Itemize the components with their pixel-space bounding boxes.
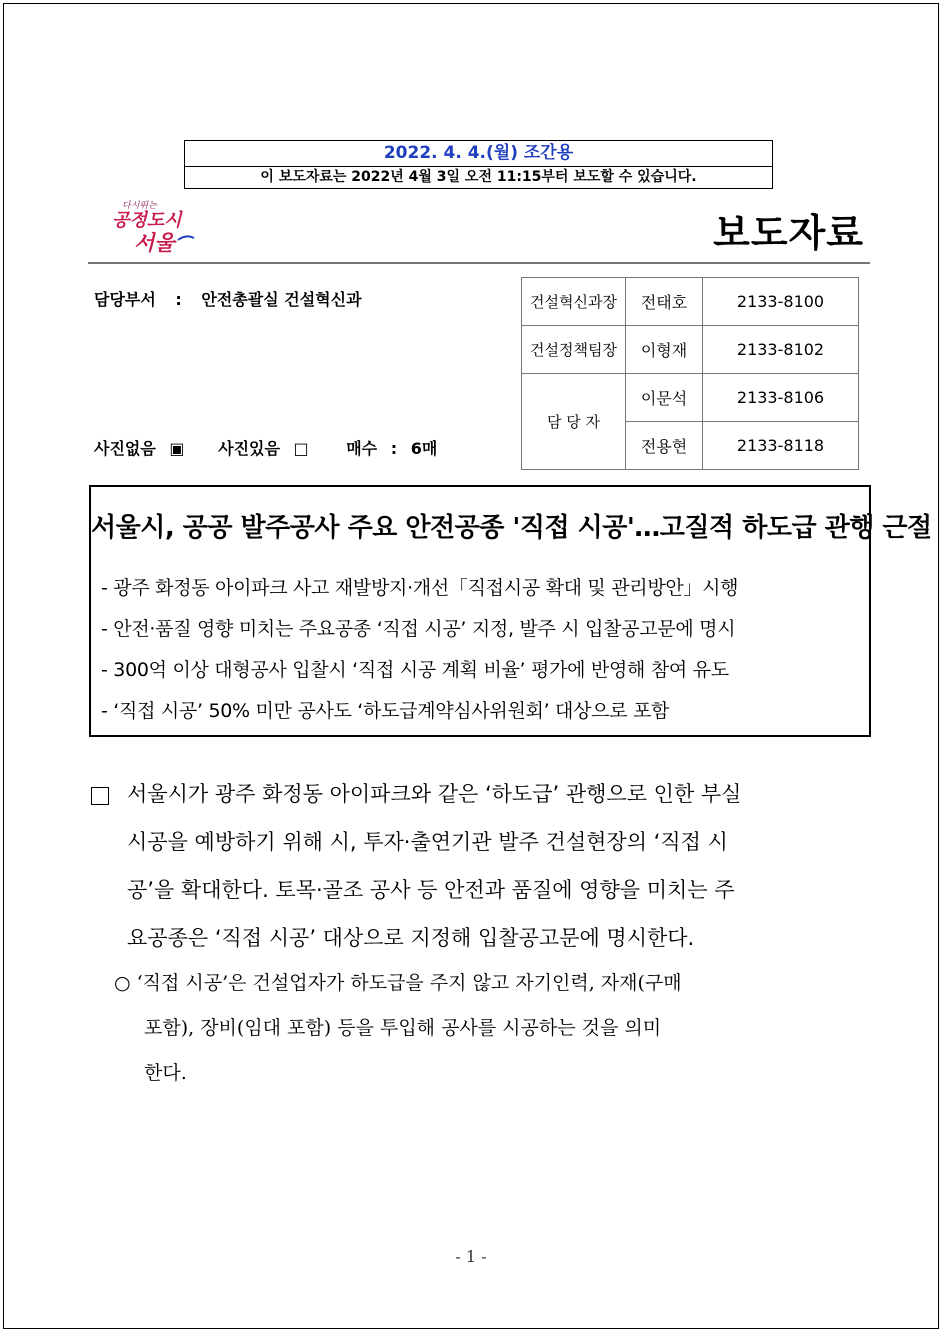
photo-info bbox=[94, 436, 445, 459]
contact-name: 전태호 bbox=[626, 278, 703, 326]
logo-small-text: 다시뛰는 bbox=[122, 201, 157, 211]
table-row bbox=[522, 326, 859, 374]
headline: 서울시, 공공 발주공사 주요 안전공종 '직접 시공'…고질적 하도급 관행 근절 bbox=[91, 513, 932, 543]
headline-box bbox=[89, 485, 932, 737]
page-number: - 1 - bbox=[455, 1247, 487, 1266]
logo-line1: 공정도시 bbox=[112, 210, 182, 231]
contact-role: 담 당 자 bbox=[522, 374, 626, 470]
contact-role: 건설정책팀장 bbox=[522, 326, 626, 374]
subheadline: - 광주 화정동 아이파크 사고 재발방지·개선「직접시공 확대 및 관리방안」시행 bbox=[101, 577, 739, 599]
subheadline-list bbox=[101, 573, 738, 737]
sub-item-line: ○ ‘직접 시공’은 건설업자가 하도급을 주지 않고 자기인력, 자재(구매 bbox=[114, 972, 682, 994]
paragraph-line: 요공종은 ‘직접 시공’ 대상으로 지정해 입찰공고문에 명시한다. bbox=[127, 926, 695, 950]
embargo-note: 이 보도자료는 2022년 4월 3일 오전 11:15부터 보도할 수 있습니다. bbox=[260, 169, 697, 185]
no-photo-label: 사진없음 bbox=[94, 439, 156, 458]
contact-phone: 2133-8106 bbox=[703, 374, 859, 422]
pages-value: 6매 bbox=[410, 439, 438, 458]
header-divider bbox=[88, 262, 870, 264]
department-label: 담당부서 bbox=[94, 290, 156, 309]
contact-table bbox=[521, 277, 859, 470]
contact-phone: 2133-8118 bbox=[703, 422, 859, 470]
pages-label: 매수 bbox=[346, 439, 378, 458]
contact-name: 이문석 bbox=[626, 374, 703, 422]
photo-label: 사진있음 bbox=[218, 439, 280, 458]
embargo-box bbox=[184, 140, 773, 189]
body-sub-item bbox=[114, 966, 869, 1101]
subheadline: - 안전·품질 영향 미치는 주요공종 ‘직접 시공’ 지정, 발주 시 입찰공고문에 명시 bbox=[101, 618, 736, 640]
department-name: 안전총괄실 건설혁신과 bbox=[201, 290, 362, 309]
paragraph-line: 서울시가 광주 화정동 아이파크와 같은 ‘하도급’ 관행으로 인한 부실 bbox=[89, 776, 869, 824]
contact-name: 이형재 bbox=[626, 326, 703, 374]
contact-name: 전용현 bbox=[626, 422, 703, 470]
contact-phone: 2133-8100 bbox=[703, 278, 859, 326]
checked-box-icon: ▣ bbox=[169, 439, 185, 458]
sub-item-line: 포함), 장비(임대 포함) 등을 투입해 공사를 시공하는 것을 의미 bbox=[144, 1017, 662, 1039]
table-row bbox=[522, 278, 859, 326]
subheadline: - ‘직접 시공’ 50% 미만 공사도 ‘하도급계약심사위원회’ 대상으로 포함 bbox=[101, 700, 670, 722]
paragraph-line: 시공을 예방하기 위해 시, 투자·출연기관 발주 건설현장의 ‘직접 시 bbox=[127, 830, 728, 854]
table-row bbox=[522, 374, 859, 422]
paragraph-line: 공’을 확대한다. 토목·골조 공사 등 안전과 품질에 영향을 미치는 주 bbox=[127, 878, 735, 902]
contact-role: 건설혁신과장 bbox=[522, 278, 626, 326]
department-colon: : bbox=[175, 290, 182, 309]
contact-phone: 2133-8102 bbox=[703, 326, 859, 374]
pages-colon: : bbox=[390, 439, 398, 458]
seoul-logo bbox=[108, 194, 204, 254]
empty-box-icon: □ bbox=[293, 439, 309, 458]
sub-item-line: 한다. bbox=[144, 1062, 187, 1084]
body-paragraph bbox=[89, 776, 869, 968]
logo-line2: 서울 bbox=[134, 231, 175, 254]
embargo-date: 2022. 4. 4.(월) 조간용 bbox=[185, 141, 772, 167]
press-release-label: 보도자료 bbox=[713, 211, 864, 255]
department-line bbox=[94, 287, 376, 310]
subheadline: - 300억 이상 대형공사 입찰시 ‘직접 시공 계획 비율’ 평가에 반영해 참여 유도 bbox=[101, 659, 729, 681]
press-release-page bbox=[3, 3, 939, 1329]
